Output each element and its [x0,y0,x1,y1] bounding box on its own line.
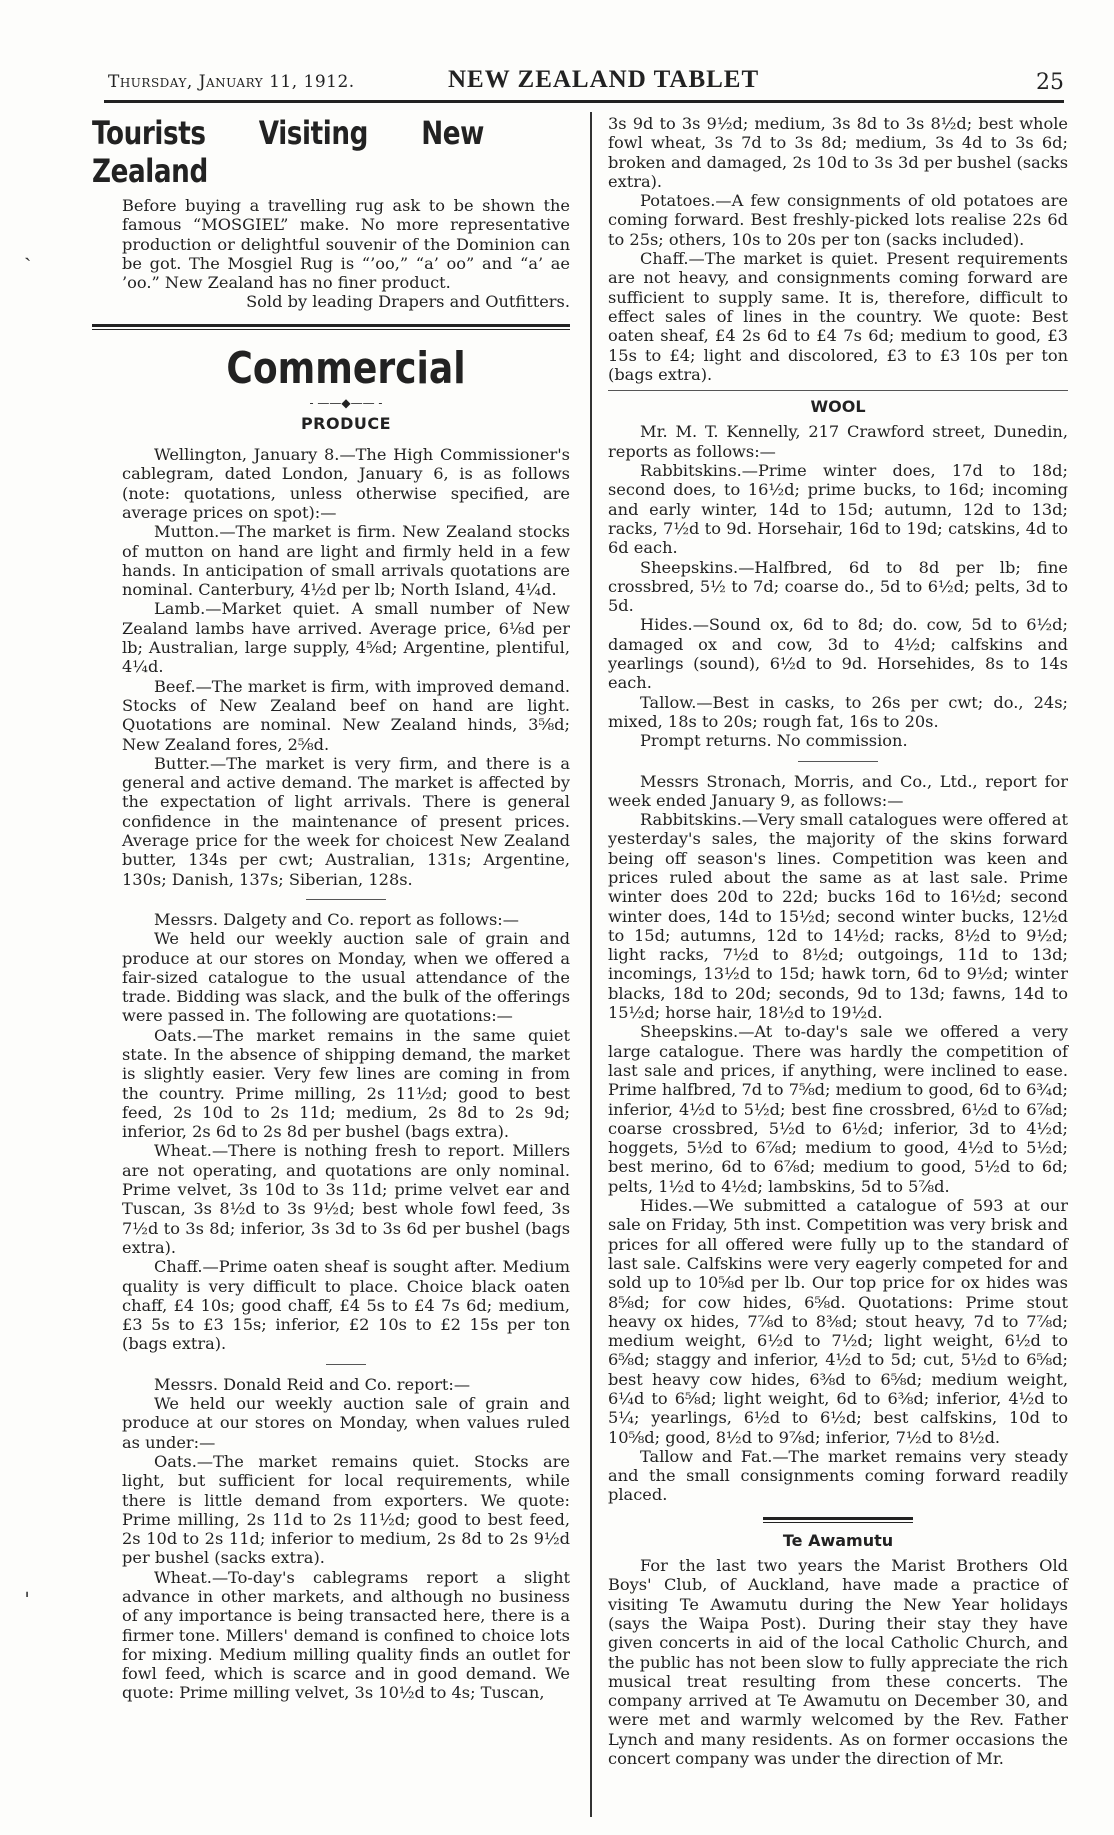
paragraph: Tallow and Fat.—The market remains very steady and the small consignments coming forward readily placed. [608,1446,1068,1505]
paragraph: 3s 9d to 3s 9½d; medium, 3s 8d to 3s 8½d; best whole fowl wheat, 3s 7d to 3s 8d; medium, 3s 4d to 3s 6d; broken and damaged, 2s 10d to 3s 3d per bushel (sacks extra). [608,114,1068,191]
paragraph: Hides.—Sound ox, 6d to 8d; do. cow, 5d to 6½d; damaged ox and cow, 3d to 4½d; calfskins and yearlings (sound), 6½d to 9d. Horsehides, 8s to 14s each. [608,615,1068,693]
paragraph: Sheepskins.—Halfbred, 6d to 8d per lb; fine crossbred, 5½ to 7d; coarse do., 5d to 6½d; pelts, 3d to 5d. [608,557,1068,616]
paragraph: Messrs. Donald Reid and Co. report:— [154,1374,471,1394]
paragraph: We held our weekly auction sale of grain and produce at our stores on Monday, when we offered a fair-sized catalogue to the usual attendance of the trade. Bidding was slack, and the bulk of the offerings were passed in. The following are quotations:— [122,929,570,1026]
paragraph: Messrs. Dalgety and Co. report as follows:— [154,909,519,929]
left-column [92,114,570,1703]
tourists-heading: Tourists Visiting New Zealand [92,114,484,190]
section-rule [763,1517,913,1523]
paragraph: For the last two years the Marist Brothers Old Boys' Club, of Auckland, have made a practice of visiting Te Awamutu during the New Year holidays (says the Waipa Post). During their stay they have given concerts in aid of the local Catholic Church, and the public has not been slow to fully appreciate the rich musical treat resulting from these concerts. The company arrived at Te Awamutu on December 30, and were met and warmly welcomed by the Rev. Father Lynch and many residents. As on former occasions the concert company was under the direction of Mr. [608,1556,1068,1769]
paragraph: We held our weekly auction sale of grain and produce at our stores on Monday, when values ruled as under:— [122,1394,570,1452]
paragraph: Tallow.—Best in casks, to 26s per cwt; do., 24s; mixed, 18s to 20s; rough fat, 16s to 20s. [608,692,1068,731]
header-rule [104,100,1064,103]
header-date: Thursday, January 11, 1912. [108,72,355,92]
column-divider [590,112,592,1817]
paragraph: Wheat.—There is nothing fresh to report. Millers are not operating, and quotations are only nominal. Prime velvet, 3s 10d to 3s 11d; prime velvet ear and Tuscan, 3s 8½d to 3s 9½d; best whole fowl feed, 3s 7½d to 3s 8d; inferior, 3s 3d to 3s 6d per bushel (bags extra). [122,1141,570,1257]
paragraph: Hides.—We submitted a catalogue of 593 at our sale on Friday, 5th inst. Competition was very brisk and prices for all offered were fully up to the standard of last sale. Calfskins were very eagerly competed for and sold up to 10⅝d per lb. Our top price for ox hides was 8⅝d; for cow hides, 6⅝d. Quotations: Prime stout heavy ox hides, 7⅞d to 8⅜d; stout heavy, 7d to 7⅞d; medium weight, 6½d to 7½d; light weight, 6½d to 6⅝d; staggy and inferior, 4½d to 5d; cut, 5½d to 6⅝d; best heavy cow hides, 6⅜d to 6⅝d; medium weight, 6¼d to 6⅝d; light weight, 6d to 6⅜d; inferior, 4½d to 5¼; yearlings, 6½d to 6½d; best calfskins, 10d to 10⅝d; good, 8½d to 9⅞d; inferior, 7½d to 8½d. [608,1196,1068,1447]
margin-mark: ˏ [24,237,32,262]
paragraph: Butter.—The market is very firm, and there is a general and active demand. The market is affected by the expectation of light arrivals. There is general confidence in the maintenance of present prices. Average price for the week for choicest New Zealand butter, 134s per cwt; Australian, 131s; Argentine, 130s; Danish, 137s; Siberian, 128s. [122,753,570,889]
page-header [104,66,1064,102]
paragraph: Mr. M. T. Kennelly, 217 Crawford street, Dunedin, reports as follows:— [608,422,1068,461]
tourists-paragraph: Before buying a travelling rug ask to be shown the famous “MOSGIEL” make. No more representative production or delightful souvenir of the Dominion can be got. The Mosgiel Rug is “’oo,” “a’ oo” and “a’ ae ’oo.” New Zealand has no finer product. [122,196,570,293]
paragraph: Sheepskins.—At to-day's sale we offered a very large catalogue. There was hardly the competition of last sale and prices, if anything, were inclined to ease. Prime halfbred, 7d to 7⅝d; medium to good, 6d to 6¾d; inferior, 4½d to 5½d; best fine crossbred, 6½d to 6⅞d; coarse crossbred, 5½d to 6½d; inferior, 3d to 4½d; hoggets, 5½d to 6⅞d; medium to good, 4½d to 5½d; best merino, 6d to 6⅞d; medium to good, 5½d to 6d; pelts, 1½d to 4½d; lambskins, 5d to 5⅞d. [608,1022,1068,1196]
section-rule [92,324,570,330]
paragraph: Wellington, January 8.—The High Commissioner's cablegram, dated London, January 6, is as follows (note: quotations, unless otherwise specified, are average prices on spot):— [122,445,570,522]
margin-mark: ˌ [24,1575,31,1600]
paragraph: Mutton.—The market is firm. New Zealand stocks of mutton on hand are light and firmly held in a few hands. In anticipation of small arrivals quotations are nominal. Canterbury, 4½d per lb; North Island, 4¼d. [122,522,570,600]
paragraph: Potatoes.—A few consignments of old potatoes are coming forward. Best freshly-picked lots realise 22s 6d to 25s; others, 10s to 20s per ton (sacks included). [608,191,1068,249]
commercial-heading: Commercial [226,342,466,394]
paragraph: Beef.—The market is firm, with improved demand. Stocks of New Zealand beef on hand are light. Quotations are nominal. New Zealand hinds, 3⅝d; New Zealand fores, 2⅝d. [122,676,570,754]
header-title: NEW ZEALAND TABLET [448,66,760,93]
paragraph: Chaff.—Prime oaten sheaf is sought after. Medium quality is very difficult to place. Choice black oaten chaff, £4 10s; good chaff, £4 5s to £4 7s 6d; medium, £3 5s to £3 15s; inferior, £2 10s to £2 15s per ton (bags extra). [122,1257,570,1354]
wool-heading: WOOL [810,397,866,417]
paragraph: Oats.—The market remains in the same quiet state. In the absence of shipping demand, the market is slightly easier. Very few lines are coming in from the country. Prime milling, 2s 11½d; good to best feed, 2s 10d to 2s 11d; medium, 2s 8d to 2s 9d; inferior, 2s 6d to 2s 8d per bushel (bags extra). [122,1025,570,1142]
divider [326,1364,366,1365]
paragraph: Rabbitskins.—Prime winter does, 17d to 18d; second does, to 16½d; prime bucks, to 16d; incoming and early winter, 14d to 15d; autumn, 12d to 13d; racks, 7½d to 9d. Horsehair, 16d to 19d; catskins, 4d to 6d each. [608,461,1068,558]
page-number: 25 [1036,70,1064,95]
ornament: - ——◆—— - [309,395,383,410]
paragraph: Messrs Stronach, Morris, and Co., Ltd., report for week ended January 9, as follows:— [608,771,1068,810]
tourists-tagline: Sold by leading Drapers and Outfitters. [246,292,570,312]
right-column [608,114,1068,1768]
paragraph: Rabbitskins.—Very small catalogues were offered at yesterday's sales, the majority of the skins forward being off season's lines. Competition was keen and prices ruled about the same as at last sale. Prime winter does 20d to 22d; bucks 16d to 16½d; second winter does, 14d to 15½d; second winter bucks, 12½d to 15d; autumns, 12d to 14½d; racks, 8½d to 9½d; light racks, 7½d to 8½d; outgoings, 11d to 13d; incomings, 13½d to 15d; hawk torn, 6d to 9½d; winter blacks, 18d to 20d; seconds, 9d to 13d; fawns, 14d to 15½d; horse hair, 18½d to 19½d. [608,810,1068,1023]
divider [306,899,386,900]
paragraph: Chaff.—The market is quiet. Present requirements are not heavy, and consignments coming forward are sufficient to supply same. It is, therefore, difficult to effect sales of lines in the country. We quote: Best oaten sheaf, £4 2s 6d to £4 7s 6d; medium to good, £3 15s to £4; light and discolored, £3 to £3 10s per ton (bags extra). [608,249,1068,384]
divider [798,761,878,762]
section-rule [608,390,1068,391]
te-awamutu-heading: Te Awamutu [782,1530,894,1550]
paragraph: Lamb.—Market quiet. A small number of New Zealand lambs have arrived. Average price, 6⅛d per lb; Australian, large supply, 4⅝d; Argentine, plentiful, 4¼d. [122,599,570,677]
paragraph: Oats.—The market remains quiet. Stocks are light, but sufficient for local requirements, while there is little demand from exporters. We quote: Prime milling, 2s 11d to 2s 11½d; good to best feed, 2s 10d to 2s 11d; inferior to medium, 2s 8d to 2s 9½d per bushel (sacks extra). [122,1451,570,1568]
produce-heading: PRODUCE [300,413,392,433]
paragraph: Wheat.—To-day's cablegrams report a slight advance in other markets, and although no business of any importance is being transacted here, there is a firmer tone. Millers' demand is confined to choice lots for mixing. Medium milling quality finds an outlet for fowl feed, which is scarce and in good demand. We quote: Prime milling velvet, 3s 10½d to 4s; Tuscan, [122,1567,570,1703]
paragraph: Prompt returns. No commission. [640,731,908,751]
